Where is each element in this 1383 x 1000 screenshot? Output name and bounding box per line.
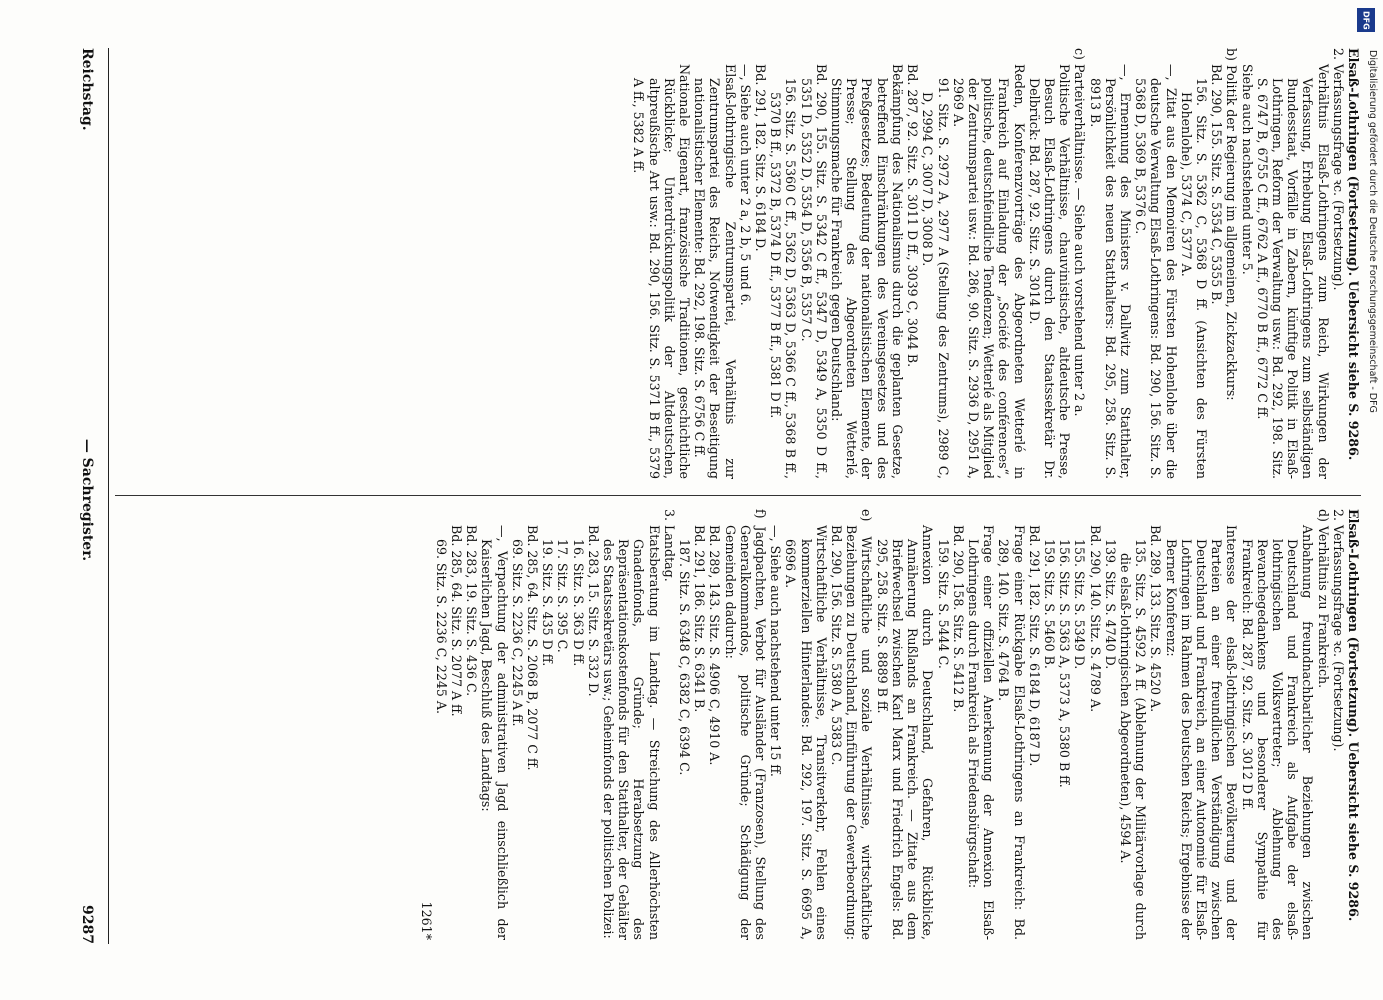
right-column-entry: 17. Sitz. S. 395 C.	[555, 539, 571, 653]
left-column-entry: 156. Sitz. S. 5362 C, 5368 D ff. (Ansichten des Fürsten Hohenlohe), 5374 C, 5377 A.	[1178, 78, 1209, 479]
right-column-entry: Bd. 291, 186. Sitz. S. 6341 B.	[692, 525, 708, 713]
left-column-entry: 156. Sitz. S. 5360 C ff., 5362 D, 5363 D, 5366 C ff., 5368 B ff., 5370 B ff., 5372 B, 5374 D ff., 5377 B ff., 5381 D ff.	[768, 78, 799, 479]
right-column-entry: Bd. 285, 64. Sitz. S. 2077 A ff.	[449, 525, 465, 717]
left-column-entry: b) Politik der Regierung im allgemeinen, Zickzackkurs:	[1224, 48, 1240, 401]
right-column-entry: 19. Sitz. S. 435 D ff.	[540, 539, 556, 667]
left-column-entry: Bd. 291, 182. Sitz. S. 6184 D.	[753, 64, 769, 252]
left-column-entry: 2. Verfassungsfrage ꝛc. (Fortsetzung).	[1330, 48, 1346, 291]
running-head	[69, 0, 95, 1000]
left-column-entry: c) Parteiverhältnisse. — Siehe auch vorstehend unter 2 a.	[1072, 48, 1088, 417]
right-column-entry: 159. Sitz. S. 5460 B.	[1041, 539, 1057, 669]
right-column-entry: e) Wirtschaftliche und soziale Verhältnisse, wirtschaftliche Beziehungen zu Deutschland, Einführung der Gewerbeordnung: Bd. 290, 156. Sitz. S. 5380 A, 5383 C.	[829, 509, 875, 940]
right-column-entry: 159. Sitz. S. 5444 C.	[935, 539, 951, 669]
header-rule	[108, 48, 109, 944]
right-column-entry: Bd. 283, 15. Sitz. S. 332 D.	[585, 525, 601, 697]
right-column-entry: —, Verpachtung der administrativen Jagd einschließlich der Kaiserlichen Jagd, Beschluß des Landtags:	[479, 525, 510, 940]
right-column-entry: 187. Sitz. S. 6348 C, 6382 C, 6394 C.	[677, 539, 693, 776]
left-column	[115, 48, 1361, 479]
running-head-center: — Sachregister.	[79, 438, 95, 562]
left-column-entry: Bd. 290, 155. Sitz. S. 5342 C ff., 5347 D, 5349 A, 5350 D ff., 5351 D, 5352 D, 5354 D, 5356 B, 5357 C.	[798, 64, 829, 479]
right-column-entry: Etatsberatung im Landtag. — Streichung des Allerhöchsten Gnadenfonds, Gründe; Herabsetzung des Repräsentationskostenfonds für den Statthalter, der Gehälter des Staatssekretärs usw.; Geheimfonds der politischen Polizei:	[601, 525, 662, 940]
right-column-entry: Wirtschaftliche Verhältnisse, Transitverkehr, Fehlen eines kommerziellen Hinterlandes: Bd. 292, 197. Sitz. S. 6695 A, 6696 A.	[783, 525, 829, 940]
right-column	[115, 509, 1361, 940]
digitization-footer: Digitalisierung gefördert durch die Deutsche Forschungsgemeinschaft - DFG	[1367, 50, 1378, 413]
right-column-entry: 155. Sitz. S. 5349 D.	[1072, 539, 1088, 670]
right-column-entry: Bd. 291, 182. Sitz. S. 6184 D, 6187 D.	[1026, 525, 1042, 767]
left-column-entry: Bd. 287, 92. Sitz. S. 3011 D ff., 3039 C, 3044 B.	[905, 64, 921, 368]
left-column-entry: Elsaß-lothringische Zentrumspartei, Verhältnis zur Zentrumspartei des Reichs, Notwendigkeit der Beseitigung nationalistischer Elemente: Bd. 292, 198. Sitz. S. 6756 C ff.	[692, 64, 738, 479]
right-column-entry: Bd. 289, 133. Sitz. S. 4520 A.	[1148, 525, 1164, 713]
left-column-entry: Nationale Eigenart, französische Traditionen, geschichtliche Rückblicke; Unterdrückungspolitik der Altdeutschen, altpreußische Art usw.: Bd. 290, 156. Sitz. S. 5371 B ff., 5379 A ff., 5382 A ff.	[631, 64, 693, 479]
right-column-entry: Elsaß-Lothringen (Fortsetzung). Uebersicht siehe S. 9286.	[1346, 509, 1361, 922]
left-column-entry: Bekämpfung des Nationalismus durch die geplanten Gesetze, betreffend Einschränkungen des Vereinsgesetzes und des Preßgesetzes; Bedeutung der nationalistischen Elemente, der Presse; Stellung des Abgeordneten Wetterlé, Stimmungsmache für Frankreich gegen Deutschland:	[829, 64, 905, 479]
left-column-entry: 91. Sitz. S. 2972 A, 2977 A (Stellung des Zentrums), 2989 C, D, 2994 C, 3007 D, 3008 D.	[920, 78, 951, 479]
page-number: 9287	[79, 905, 95, 944]
right-column-entry: Frage einer offiziellen Anerkennung der Annexion Elsaß-Lothringens durch Frankreich als Friedensbürgschaft:	[965, 525, 997, 940]
right-column-entry: Bd. 289, 143. Sitz. S. 4906 C, 4910 A.	[707, 525, 723, 766]
left-column-entry: Verhältnis Elsaß-Lothringens zum Reich, Wirkungen der Verfassung, Erhebung Elsaß-Lothringens zum selbständigen Bundesstaat, Vorfälle in Zabern, künftige Politik in Elsaß-Lothringen, Reform der Verwaltung usw.: Bd. 292, 198. Sitz. S. 6747 B, 6755 C ff., 6762 A ff., 6770 B ff., 6772 C ff.	[1254, 64, 1331, 479]
right-column-entry: Bd. 285, 64. Sitz. S. 2068 B, 2077 C ff.	[525, 525, 541, 771]
left-column-entry: —, Siehe auch unter 2 a, 2 b, 5 und 6.	[737, 64, 753, 306]
right-column-entry: Interesse der elsaß-lothringischen Bevölkerung und der Parteien an einer freundlichen Verständigung zwischen Deutschland und Frankreich, an einer Autonomie für Elsaß-Lothringen im Rahmen des Deutschen Reichs; Ergebnisse der Berner Konferenz:	[1163, 525, 1240, 940]
right-column-entry: Annexion durch Deutschland, Gefahren, Rückblicke, Annäherung Rußlands an Frankreich. — Zitate aus dem Briefwechsel zwischen Karl Marx und Friedrich Engels: Bd. 295, 258. Sitz. S. 8889 B ff.	[874, 525, 936, 940]
right-column-entry: d) Verhältnis zu Frankreich.	[1315, 509, 1331, 689]
right-column-entry: 69. Sitz. S. 2236 C, 2245 A ff.	[509, 539, 525, 727]
right-column-entry: 2. Verfassungsfrage ꝛc. (Fortsetzung).	[1330, 509, 1346, 752]
right-column-entry: —, Siehe auch nachstehend unter 15 ff.	[768, 525, 784, 777]
right-column-entry: Bd. 290, 158. Sitz. S. 5412 B.	[950, 525, 966, 713]
left-column-entry: Bd. 290, 155. Sitz. S. 5354 C, 5355 B.	[1209, 64, 1225, 305]
right-column-entry: Bd. 283, 19. Sitz. S. 436 C.	[464, 525, 480, 697]
left-column-entry: —, Ernennung des Ministers v. Dallwitz zum Statthalter, Persönlichkeit des neuen Statthalters: Bd. 295, 258. Sitz. S. 8913 B.	[1087, 64, 1133, 479]
left-column-entry: Reden, Konferenzvorträge des Abgeordneten Wetterlé in Frankreich auf Einladung der „Société des conférences“, politische, deutschfeindliche Tendenzen; Wetterlé als Mitglied der Zentrumspartei usw.: Bd. 286, 90. Sitz. S. 2936 D, 2951 A, 2969 A.	[950, 64, 1027, 479]
left-column-entry: Siehe auch nachstehend unter 5.	[1239, 64, 1255, 275]
right-column-entry: 69. Sitz. S. 2236 C, 2245 A.	[433, 539, 449, 714]
right-column-entry: f) Jagdpachten, Verbot für Ausländer (Franzosen), Stellung des Generalkommandos, politische Gründe; Schädigung der Gemeinden dadurch:	[722, 509, 769, 940]
right-column-entry: Bd. 290, 140. Sitz. S. 4789 A.	[1087, 525, 1103, 713]
right-column-entry: 156. Sitz. S. 5363 A, 5373 A, 5380 B ff.	[1057, 539, 1073, 788]
right-column-entry: 1261*	[418, 901, 434, 940]
right-column-entry: 135. Sitz. S. 4592 A ff. (Ablehnung der Militärvorlage durch die elsaß-lothringischen Abgeordneten), 4594 A.	[1117, 539, 1149, 940]
running-head-left: Reichstag.	[79, 48, 95, 131]
column-divider	[115, 495, 1361, 496]
right-column-entry: Frage einer Rückgabe Elsaß-Lothringens an Frankreich: Bd. 289, 140. Sitz. S. 4764 B.	[996, 525, 1027, 940]
left-column-entry: Elsaß-Lothringen (Fortsetzung). Uebersicht siehe S. 9286.	[1346, 48, 1361, 461]
right-column-entry: 139. Sitz. S. 4740 D.	[1102, 539, 1118, 670]
left-column-entry: —, Zitat aus den Memoiren des Fürsten Hohenlohe über die deutsche Verwaltung Elsaß-Lothringens: Bd. 290, 156. Sitz. S. 5368 D, 5369 B, 5376 C.	[1133, 64, 1179, 479]
right-column-entry: Anbahnung freundnachbarlicher Beziehungen zwischen Deutschland und Frankreich als Aufgabe der elsaß-lothringischen Volksvertreter; Ablehnung des Revanchegedankens und besonderer Sympathie für Frankreich: Bd. 287, 92. Sitz. S. 3012 D ff.	[1239, 525, 1316, 940]
right-column-entry: 16. Sitz. S. 363 D ff.	[570, 539, 586, 667]
left-column-entry: Politische Verhältnisse, chauvinistische, altdeutsche Presse, Besuch Elsaß-Lothringens durch den Staatssekretär Dr. Delbrück: Bd. 287, 92. Sitz. S. 3014 D.	[1026, 64, 1073, 479]
dfg-logo: DFG	[1357, 8, 1375, 32]
right-column-entry: 3. Landtag.	[661, 509, 677, 582]
